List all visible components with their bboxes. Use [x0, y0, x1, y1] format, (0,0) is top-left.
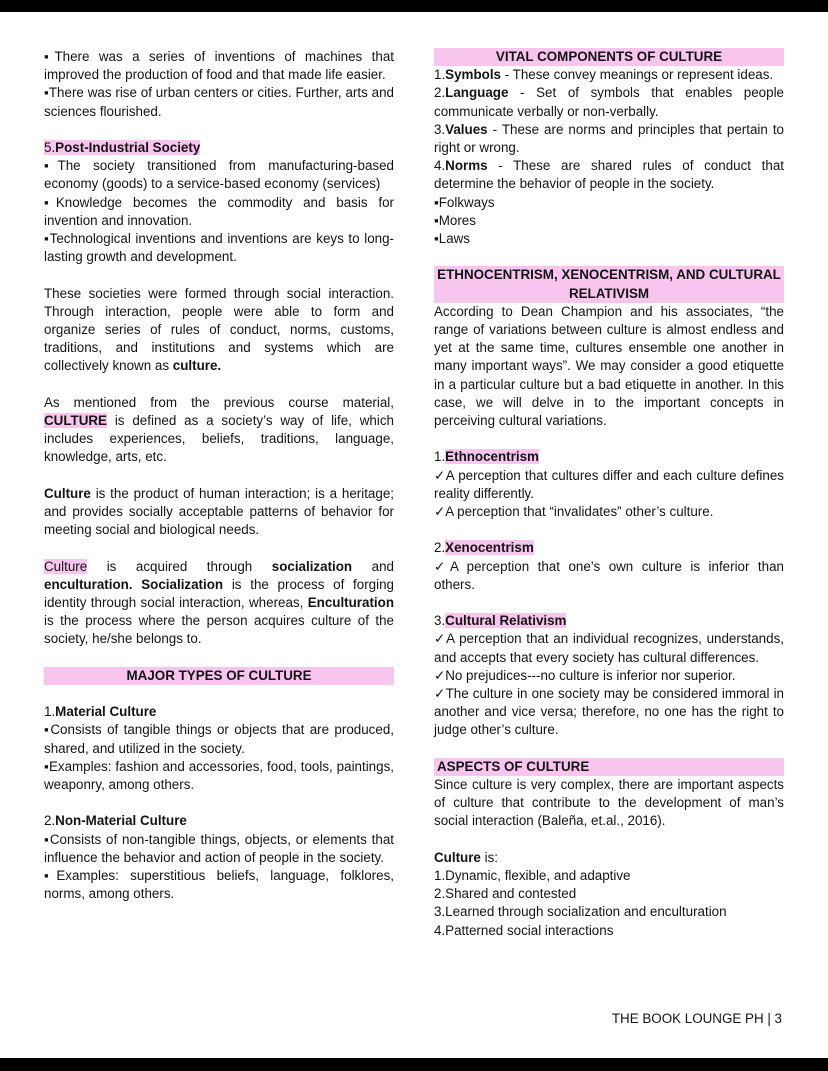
text-run: ▪There was a series of inventions of machines that improved the production of food and that made life easier. — [44, 49, 394, 83]
check-item — [434, 467, 784, 503]
right-column — [434, 48, 784, 940]
numbered-item — [434, 885, 784, 903]
highlighted-text: Culture — [44, 558, 88, 574]
text-run: ✓A perception that an individual recognizes, understands, and accepts that every society has cultural differences. — [434, 631, 784, 665]
text-run: ▪The society transitioned from manufacturing-based economy (goods) to a service-based economy (services) — [44, 158, 394, 192]
bold-text: Language — [445, 85, 509, 101]
text-run: 3. — [434, 121, 446, 137]
check-item — [434, 503, 784, 521]
page-content — [44, 48, 784, 940]
bold-text: VITAL COMPONENTS OF CULTURE — [495, 49, 723, 64]
spacer — [434, 831, 784, 849]
subheading — [44, 139, 394, 157]
bold-text: ETHNOCENTRISM, XENOCENTRISM, AND CULTURAL RELATIVISM — [437, 267, 781, 301]
highlighted-text: Post-Industrial Society — [55, 140, 201, 155]
bullet-item — [44, 194, 394, 230]
text-run: is the product of human interaction; is a heritage; and provides socially acceptable patterns of behavior for meeting social and biological needs. — [44, 485, 394, 538]
text-run: is: — [480, 849, 498, 865]
section-heading-major-types — [44, 667, 394, 685]
spacer — [434, 248, 784, 266]
check-item — [434, 685, 784, 740]
highlighted-text: Ethnocentrism — [445, 449, 539, 465]
bold-text: Enculturation — [307, 595, 394, 611]
bullet-item — [44, 721, 394, 757]
text-run: 1.Dynamic, flexible, and adaptive — [434, 868, 631, 884]
spacer — [44, 467, 394, 485]
bullet-item — [44, 831, 394, 867]
text-run: These societies were formed through social interaction. Through interaction, people were able to form and organize series of rules of conduct, norms, customs, traditions, and institutions and systems which are collectively known as — [44, 285, 394, 374]
spacer — [44, 685, 394, 703]
text-run: 4. — [434, 158, 446, 174]
body-paragraph — [44, 558, 394, 649]
lead-in-line — [434, 849, 784, 867]
text-run: ▪Consists of non-tangible things, objects, or elements that influence the behavior and action of people in the society. — [44, 831, 394, 865]
text-run: - Set of symbols that enables people communicate verbally or non-verbally. — [434, 85, 784, 119]
check-item — [434, 630, 784, 666]
text-run: 2. — [434, 540, 446, 556]
highlighted-text: Cultural Relativism — [445, 613, 567, 629]
numbered-item — [434, 66, 784, 84]
text-run: 2.Shared and contested — [434, 886, 577, 902]
text-run: ▪Examples: fashion and accessories, food, tools, paintings, weaponry, among others. — [44, 758, 394, 793]
highlighted-text: Xenocentrism — [445, 540, 534, 556]
text-run: 3. — [434, 613, 446, 629]
body-paragraph — [434, 776, 784, 831]
text-run: 4.Patterned social interactions — [434, 922, 614, 938]
text-run: - These are norms and principles that pertain to right or wrong. — [434, 121, 784, 156]
bold-text: MAJOR TYPES OF CULTURE — [126, 667, 312, 683]
text-run: is the process where the person acquires culture of the society, he/she belongs to. — [44, 613, 394, 647]
text-run: ✓The culture in one society may be considered immoral in another and vice versa; therefore, no one has the right to judge other’s culture. — [434, 686, 784, 738]
text-run: ▪Knowledge becomes the commodity and basis for invention and innovation. — [44, 194, 394, 228]
bullet-item — [44, 48, 394, 84]
subheading — [434, 612, 784, 630]
spacer — [434, 430, 784, 448]
text-run: and — [352, 558, 394, 574]
text-run: ▪Folkways — [434, 194, 495, 210]
bold-text: Material Culture — [55, 704, 157, 720]
body-paragraph — [44, 285, 394, 376]
section-heading-vital-components — [434, 48, 784, 66]
section-heading-aspects — [434, 758, 784, 776]
text-run: 2. — [44, 813, 56, 829]
text-run: ✓A perception that “invalidates” other’s culture. — [434, 504, 714, 520]
text-run: 2. — [434, 85, 446, 101]
text-run: - These convey meanings or represent ideas. — [500, 67, 774, 83]
body-paragraph — [434, 303, 784, 430]
text-run: As mentioned from the previous course material, — [44, 394, 394, 410]
text-run: Since culture is very complex, there are important aspects of culture that contribute to the development of man’s social interaction (Baleña, et.al., 2016). — [434, 777, 784, 829]
bullet-item — [44, 84, 394, 120]
check-item — [434, 667, 784, 685]
spacer — [434, 740, 784, 758]
text-run: ▪Consists of tangible things or objects that are produced, shared, and utilized in the society. — [44, 722, 394, 756]
bold-text: Non-Material Culture — [55, 813, 187, 829]
bold-text: Norms — [445, 158, 488, 174]
check-item — [434, 558, 784, 594]
numbered-item — [434, 157, 784, 193]
bullet-item — [44, 758, 394, 794]
numbered-item — [44, 812, 394, 830]
bullet-item — [434, 212, 784, 230]
left-column — [44, 48, 394, 940]
spacer — [44, 539, 394, 557]
numbered-item — [434, 903, 784, 921]
bold-text: Culture — [44, 485, 91, 501]
spacer — [44, 121, 394, 139]
numbered-item — [434, 922, 784, 940]
bold-text: Values — [445, 121, 488, 137]
text-run: ▪Laws — [434, 231, 471, 247]
section-heading-ethnocentrism — [434, 266, 784, 302]
bold-text: enculturation. Socialization — [44, 576, 224, 592]
highlighted-text: CULTURE — [44, 413, 107, 429]
bullet-item — [44, 230, 394, 266]
spacer — [434, 594, 784, 612]
subheading — [434, 539, 784, 557]
bottom-edge-bar — [0, 1058, 828, 1071]
text-run: 1. — [44, 704, 56, 720]
text-run: is acquired through — [87, 558, 272, 574]
text-run: - These are shared rules of conduct that determine the behavior of people in the society. — [434, 158, 784, 192]
text-run: ▪Technological inventions and inventions are keys to long-lasting growth and development. — [44, 231, 394, 265]
top-edge-bar — [0, 0, 828, 12]
text-run: ▪Mores — [434, 212, 476, 228]
bullet-item — [434, 230, 784, 248]
bullet-item — [44, 157, 394, 193]
numbered-item — [434, 84, 784, 120]
page-footer: THE BOOK LOUNGE PH | 3 — [611, 1011, 782, 1026]
text-run: is the process of forging identity through social interaction, whereas, — [44, 576, 394, 611]
spacer — [44, 649, 394, 667]
text-run: ✓A perception that cultures differ and each culture defines reality differently. — [434, 467, 784, 501]
subheading — [434, 448, 784, 466]
bold-text: socialization — [271, 558, 353, 574]
spacer — [44, 376, 394, 394]
text-run: is defined as a society’s way of life, which includes experiences, beliefs, traditions, language, knowledge, arts, etc. — [44, 413, 394, 465]
highlighted-text: 5. — [44, 140, 56, 155]
text-run: According to Dean Champion and his associates, “the range of variations between culture is almost endless and yet at the same time, cultures ensemble one another in many important ways”. We may consider a good etiquette in a particular culture but a bad etiquette in another. In this case, we will delve in to the important concepts in perceiving cultural variations. — [434, 303, 784, 429]
bold-text: ASPECTS OF CULTURE — [437, 758, 590, 774]
bullet-item — [434, 194, 784, 212]
spacer — [44, 266, 394, 284]
text-run: 3.Learned through socialization and enculturation — [434, 904, 727, 920]
bold-text: Symbols — [445, 67, 501, 83]
body-paragraph — [44, 394, 394, 467]
spacer — [44, 794, 394, 812]
bullet-item — [44, 867, 394, 903]
numbered-item — [434, 867, 784, 885]
text-run: 1. — [434, 449, 446, 465]
text-run: ▪Examples: superstitious beliefs, language, folklores, norms, among others. — [44, 868, 394, 902]
text-run: ✓No prejudices---no culture is inferior nor superior. — [434, 667, 736, 683]
bold-text: culture. — [172, 358, 222, 374]
text-run: ▪There was rise of urban centers or cities. Further, arts and sciences flourished. — [44, 85, 394, 119]
bold-text: Culture — [434, 849, 481, 865]
spacer — [434, 521, 784, 539]
numbered-item — [434, 121, 784, 157]
text-run: ✓A perception that one’s own culture is inferior than others. — [434, 558, 784, 592]
text-run: 1. — [434, 67, 446, 83]
body-paragraph — [44, 485, 394, 540]
numbered-item — [44, 703, 394, 721]
